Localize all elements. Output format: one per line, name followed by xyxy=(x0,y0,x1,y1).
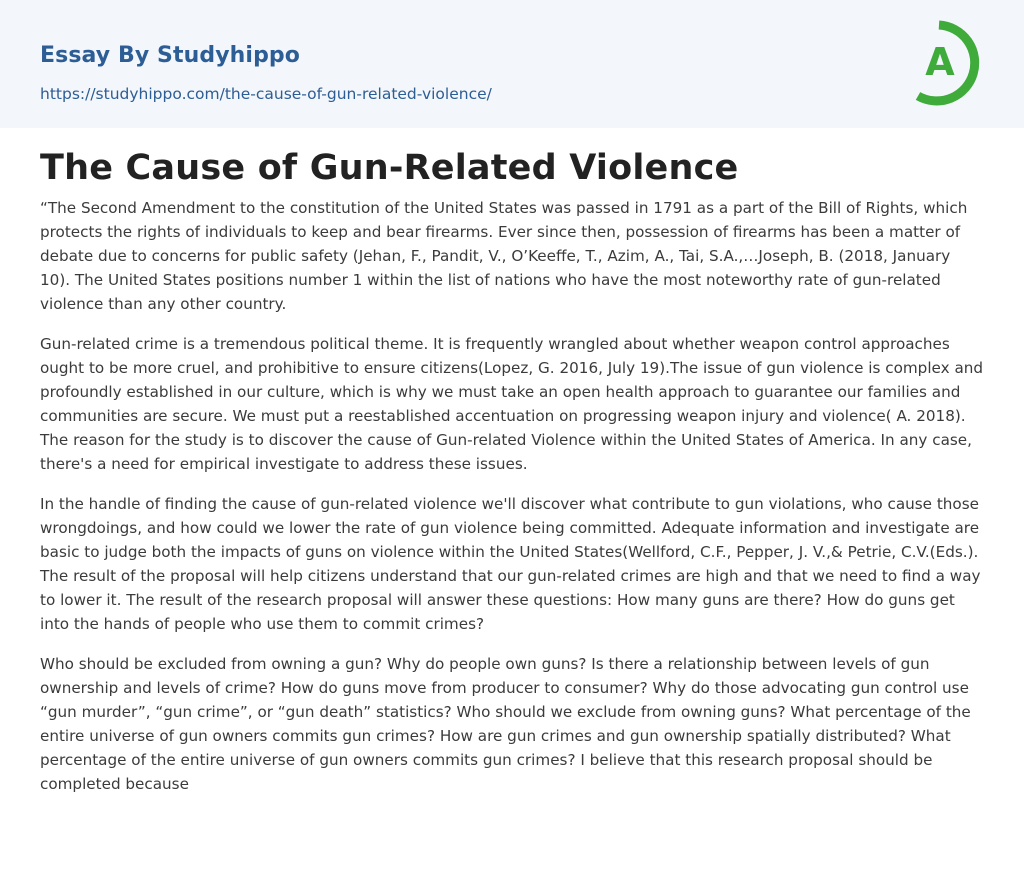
article xyxy=(0,128,1024,796)
brand-title: Essay By Studyhippo xyxy=(40,43,300,68)
site-header xyxy=(0,0,1024,128)
logo-letter: A xyxy=(925,40,955,84)
page-title: The Cause of Gun-Related Violence xyxy=(40,148,739,188)
essay-url-link[interactable]: https://studyhippo.com/the-cause-of-gun-related-violence/ xyxy=(40,85,492,103)
paragraph-2: Gun-related crime is a tremendous political theme. It is frequently wrangled about whether weapon control approaches ought to be more cruel, and prohibitive to ensure citizens(Lopez, G. 2016, July 19).The issue of gun violence is complex and profoundly established in our culture, which is why we must take an open health approach to guarantee our families and communities are secure. We must put a reestablished accentuation on progressing weapon injury and violence( A. 2018). The reason for the study is to discover the cause of Gun-related Violence within the United States of America. In any case, there's a need for empirical investigate to address these issues. xyxy=(40,335,984,473)
article-body xyxy=(40,196,984,796)
studyhippo-logo-icon[interactable] xyxy=(912,18,988,106)
paragraph-3: In the handle of finding the cause of gun-related violence we'll discover what contribute to gun violations, who cause those wrongdoings, and how could we lower the rate of gun violence being committed. Adequate information and investigate are basic to judge both the impacts of guns on violence within the United States(Wellford, C.F., Pepper, J. V.,& Petrie, C.V.(Eds.). The result of the proposal will help citizens understand that our gun-related crimes are high and that we need to find a way to lower it. The result of the research proposal will answer these questions: How many guns are there? How do guns get into the hands of people who use them to commit crimes? xyxy=(40,495,981,633)
paragraph-4: Who should be excluded from owning a gun? Why do people own guns? Is there a relationship between levels of gun ownership and levels of crime? How do guns move from producer to consumer? Why do those advocating gun control use “gun murder”, “gun crime”, or “gun death” statistics? Who should we exclude from owning guns? What percentage of the entire universe of gun owners commits gun crimes? How are gun crimes and gun ownership spatially distributed? What percentage of the entire universe of gun owners commits gun crimes? I believe that this research proposal should be completed because xyxy=(40,655,971,793)
paragraph-1: “The Second Amendment to the constitution of the United States was passed in 1791 as a part of the Bill of Rights, which protects the rights of individuals to keep and bear firearms. Ever since then, possession of firearms has been a matter of debate due to concerns for public safety (Jehan, F., Pandit, V., O’Keeffe, T., Azim, A., Tai, S.A.,…Joseph, B. (2018, January 10). The United States positions number 1 within the list of nations who have the most noteworthy rate of gun-related violence than any other country. xyxy=(40,199,968,313)
